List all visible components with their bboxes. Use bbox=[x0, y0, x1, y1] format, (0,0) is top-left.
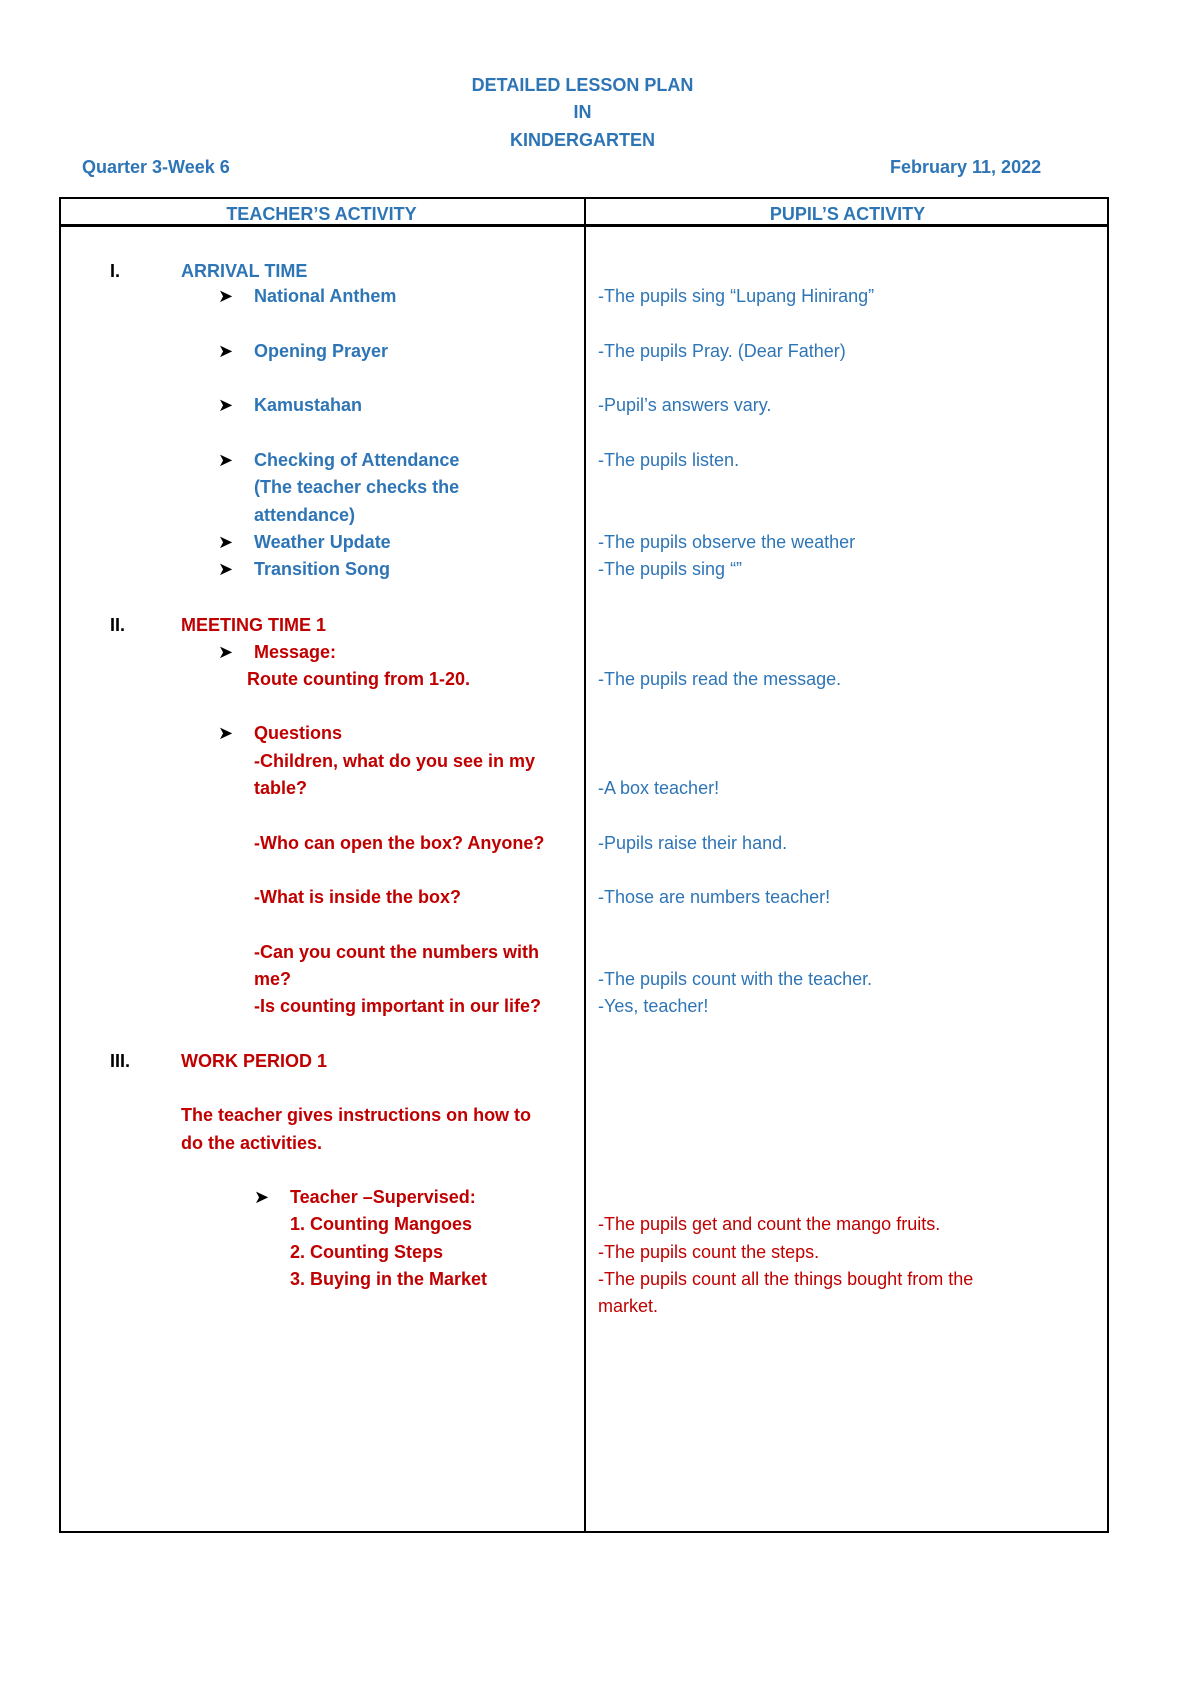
pupil-response: -The pupils count the steps. bbox=[598, 1242, 820, 1262]
message-text: Route counting from 1-20. bbox=[247, 669, 471, 689]
arrowhead-bullet-icon: ➤ bbox=[218, 395, 234, 415]
arrowhead-bullet-icon: ➤ bbox=[218, 723, 234, 743]
activity-item: 3. Buying in the Market bbox=[290, 1269, 488, 1289]
section-numeral: I. bbox=[110, 261, 121, 281]
arrowhead-bullet-icon: ➤ bbox=[218, 532, 234, 552]
pupil-response: -Pupil’s answers vary. bbox=[598, 395, 772, 415]
quarter-label: Quarter 3-Week 6 bbox=[82, 157, 230, 177]
doc-title-line1: DETAILED LESSON PLAN bbox=[471, 75, 694, 95]
section-title: WORK PERIOD 1 bbox=[181, 1051, 328, 1071]
pupil-response: -The pupils get and count the mango fruits. bbox=[598, 1214, 941, 1234]
instruction-line: do the activities. bbox=[181, 1133, 323, 1153]
pupil-response: -The pupils count all the things bought from the bbox=[598, 1269, 974, 1289]
instruction-line: The teacher gives instructions on how to bbox=[181, 1105, 532, 1125]
arrowhead-bullet-icon: ➤ bbox=[218, 286, 234, 306]
pupil-response: -A box teacher! bbox=[598, 778, 720, 798]
activity-item: 2. Counting Steps bbox=[290, 1242, 443, 1262]
list-item: Kamustahan bbox=[254, 395, 363, 415]
arrowhead-bullet-icon: ➤ bbox=[254, 1187, 270, 1207]
list-item: (The teacher checks the bbox=[254, 477, 460, 497]
pupil-response: -The pupils sing “Lupang Hinirang” bbox=[598, 286, 875, 306]
arrowhead-bullet-icon: ➤ bbox=[218, 341, 234, 361]
question-line: -What is inside the box? bbox=[254, 887, 462, 907]
list-item: attendance) bbox=[254, 505, 356, 525]
question-line: table? bbox=[254, 778, 308, 798]
question-line: -Can you count the numbers with bbox=[254, 942, 540, 962]
list-item: Weather Update bbox=[254, 532, 391, 552]
date-label: February 11, 2022 bbox=[890, 157, 1042, 177]
pupil-response: -The pupils read the message. bbox=[598, 669, 842, 689]
section-title: MEETING TIME 1 bbox=[181, 615, 327, 635]
section-numeral: II. bbox=[110, 615, 126, 635]
pupil-response: market. bbox=[598, 1296, 659, 1316]
column-divider bbox=[584, 197, 586, 1533]
col-header-pupil: PUPIL’S ACTIVITY bbox=[769, 204, 926, 224]
pupil-response: -The pupils listen. bbox=[598, 450, 740, 470]
list-item: Transition Song bbox=[254, 559, 391, 579]
list-item: Checking of Attendance bbox=[254, 450, 460, 470]
list-item: National Anthem bbox=[254, 286, 397, 306]
arrowhead-bullet-icon: ➤ bbox=[218, 559, 234, 579]
arrowhead-bullet-icon: ➤ bbox=[218, 642, 234, 662]
pupil-response: -Those are numbers teacher! bbox=[598, 887, 831, 907]
pupil-response: -Pupils raise their hand. bbox=[598, 833, 788, 853]
questions-label: Questions bbox=[254, 723, 343, 743]
supervised-label: Teacher –Supervised: bbox=[290, 1187, 476, 1207]
message-label: Message: bbox=[254, 642, 337, 662]
section-title: ARRIVAL TIME bbox=[181, 261, 308, 281]
activity-item: 1. Counting Mangoes bbox=[290, 1214, 472, 1234]
section-numeral: III. bbox=[110, 1051, 131, 1071]
pupil-response: -The pupils observe the weather bbox=[598, 532, 856, 552]
list-item: Opening Prayer bbox=[254, 341, 389, 361]
col-header-teacher: TEACHER’S ACTIVITY bbox=[226, 204, 417, 224]
pupil-response: -The pupils Pray. (Dear Father) bbox=[598, 341, 846, 361]
pupil-response: -The pupils count with the teacher. bbox=[598, 969, 873, 989]
arrowhead-bullet-icon: ➤ bbox=[218, 450, 234, 470]
pupil-response: -The pupils sing “” bbox=[598, 559, 743, 579]
doc-title-line3: KINDERGARTEN bbox=[509, 130, 655, 150]
question-line: -Children, what do you see in my bbox=[254, 751, 536, 771]
pupil-response: -Yes, teacher! bbox=[598, 996, 709, 1016]
question-line: me? bbox=[254, 969, 292, 989]
question-line: -Is counting important in our life? bbox=[254, 996, 541, 1016]
doc-title-line2: IN bbox=[573, 102, 592, 122]
question-line: -Who can open the box? Anyone? bbox=[254, 833, 545, 853]
